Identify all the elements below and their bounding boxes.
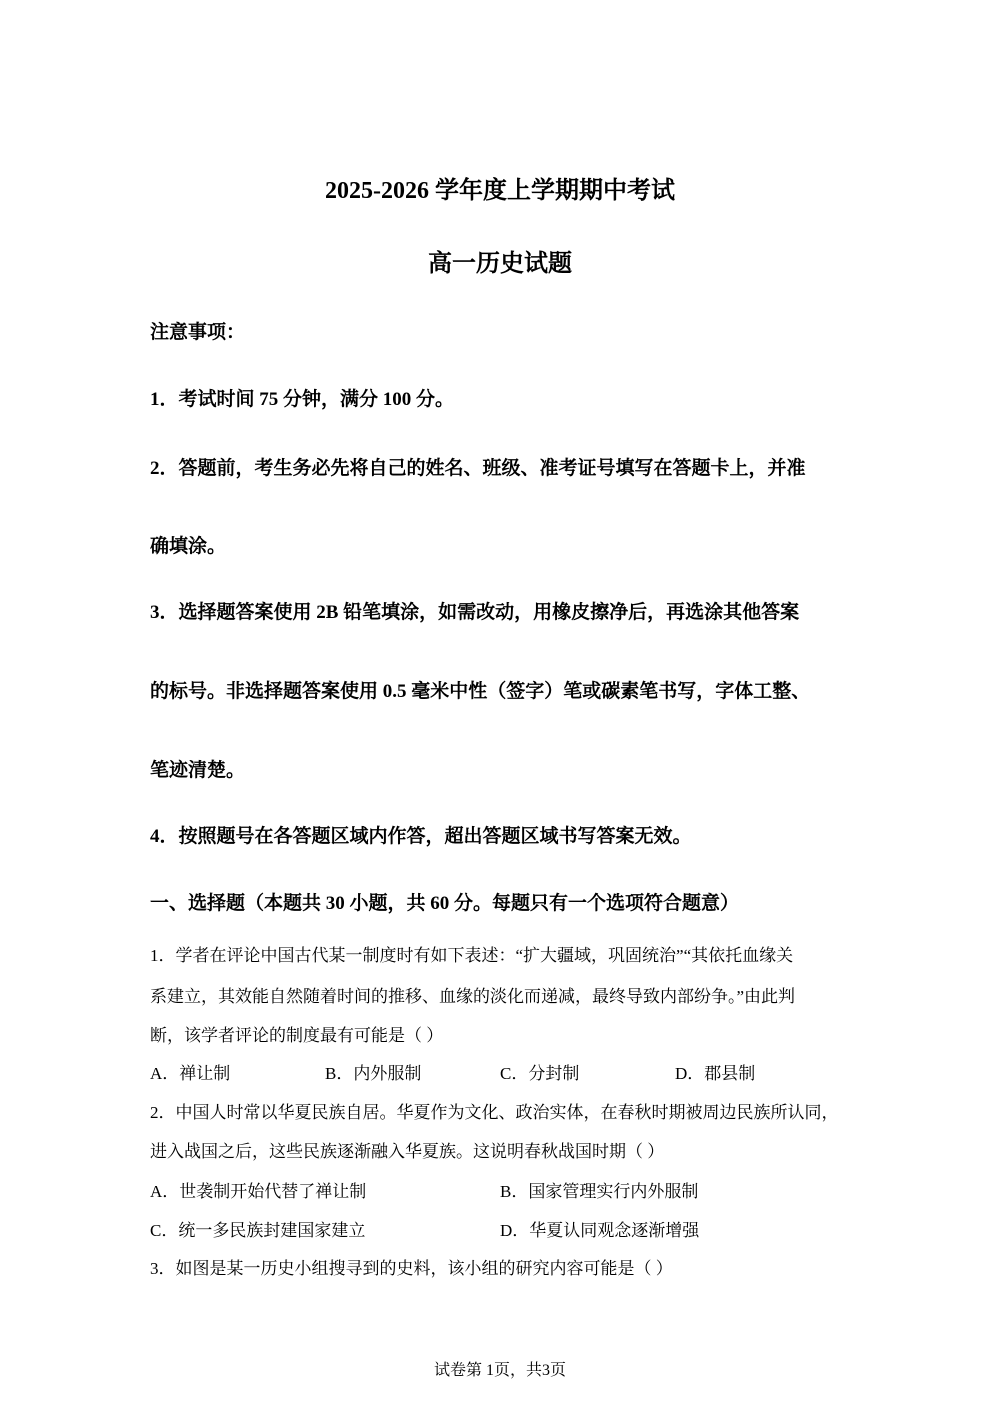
exam-title: 2025-2026 学年度上学期期中考试 xyxy=(325,178,675,204)
section-heading: 一、选择题（本题共 30 小题，共 60 分。每题只有一个选项符合题意） xyxy=(150,893,740,914)
notice-line: 1．考试时间 75 分钟，满分 100 分。 xyxy=(150,389,455,410)
option-b: B．国家管理实行内外服制 xyxy=(500,1182,699,1201)
notice-line: 笔迹清楚。 xyxy=(150,760,246,781)
notice-line: 2．答题前，考生务必先将自己的姓名、班级、准考证号填写在答题卡上，并准 xyxy=(150,458,806,479)
notice-line: 的标号。非选择题答案使用 0.5 毫米中性（签字）笔或碳素笔书写，字体工整、 xyxy=(150,681,811,702)
option-a: A．世袭制开始代替了禅让制 xyxy=(150,1182,367,1201)
question-text: 系建立，其效能自然随着时间的推移、血缘的淡化而递减，最终导致内部纷争。”由此判 xyxy=(150,987,796,1006)
question-text: 进入战国之后，这些民族逐渐融入华夏族。这说明春秋战国时期（ ） xyxy=(150,1142,665,1161)
notice-line: 3．选择题答案使用 2B 铅笔填涂，如需改动，用橡皮擦净后，再选涂其他答案 xyxy=(150,602,800,623)
page-footer: 试卷第 1页，共3页 xyxy=(433,1362,566,1379)
question-text: 断，该学者评论的制度最有可能是（ ） xyxy=(150,1026,444,1045)
option-a: A．禅让制 xyxy=(150,1064,231,1083)
option-d: D．华夏认同观念逐渐增强 xyxy=(500,1221,700,1240)
question-text: 2．中国人时常以华夏民族自居。华夏作为文化、政治实体，在春秋时期被周边民族所认同， xyxy=(150,1103,839,1122)
notice-line: 确填涂。 xyxy=(150,536,227,557)
option-d: D．郡县制 xyxy=(675,1064,756,1083)
notice-heading: 注意事项： xyxy=(150,322,246,343)
question-text: 1．学者在评论中国古代某一制度时有如下表述：“扩大疆域，巩固统治”“其依托血缘关 xyxy=(150,946,794,965)
option-c: C．统一多民族封建国家建立 xyxy=(150,1221,366,1240)
option-c: C．分封制 xyxy=(500,1064,580,1083)
option-b: B．内外服制 xyxy=(325,1064,422,1083)
question-text: 3．如图是某一历史小组搜寻到的史料，该小组的研究内容可能是（ ） xyxy=(150,1259,673,1278)
exam-subtitle: 高一历史试题 xyxy=(428,251,572,277)
notice-line: 4．按照题号在各答题区域内作答，超出答题区域书写答案无效。 xyxy=(150,826,692,847)
